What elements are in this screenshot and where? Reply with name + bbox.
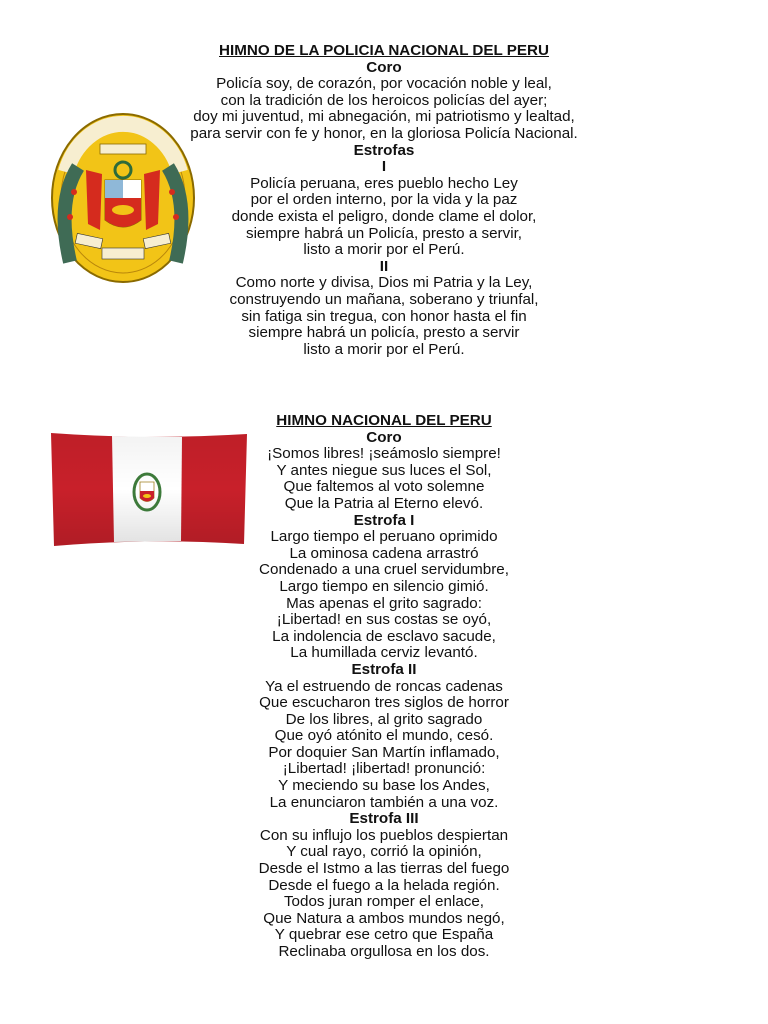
anthem-estrofa-line: Y cual rayo, corrió la opinión, [286, 843, 482, 861]
anthem-estrofa-line: Largo tiempo en silencio gimió. [279, 577, 489, 595]
anthem-estrofa-line: ¡Libertad! ¡libertad! pronunció: [282, 760, 486, 778]
anthem-estrofa-line: Largo tiempo el peruano oprimido [270, 528, 498, 546]
police-estrofa-line: por el orden interno, por la vida y la paz [250, 191, 518, 209]
anthem-estrofa-line: Desde el Istmo a las tierras del fuego [258, 860, 510, 878]
anthem-estrofa-line: Que Natura a ambos mundos negó, [263, 909, 505, 927]
anthem-estrofa-line: Con su influjo los pueblos despiertan [259, 826, 509, 844]
anthem-estrofa-line: De los libres, al grito sagrado [285, 710, 483, 728]
anthem-estrofa-line: ¡Libertad! en sus costas se oyó, [276, 611, 492, 629]
anthem-estrofa-line: Condenado a una cruel servidumbre, [259, 561, 509, 579]
police-estrofa-line: siempre habrá un Policía, presto a servir, [245, 224, 523, 242]
anthem-coro-line: Que la Patria al Eterno elevó. [284, 494, 484, 512]
police-estrofas-heading: Estrofas [353, 141, 415, 159]
anthem-estrofa-line: Que oyó atónito el mundo, cesó. [274, 727, 494, 745]
anthem-estrofa-heading: Estrofa III [349, 810, 419, 828]
police-estrofa-line: Como norte y divisa, Dios mi Patria y la Ley, [235, 274, 533, 292]
anthem-estrofa-line: Todos juran romper el enlace, [283, 893, 485, 911]
national-anthem-section [0, 413, 768, 961]
anthem-estrofa-line: Mas apenas el grito sagrado: [286, 594, 482, 612]
police-coro-line: doy mi juventud, mi abnegación, mi patriotismo y lealtad, [193, 108, 575, 126]
police-estrofa-line: construyendo un mañana, soberano y triunfal, [229, 290, 539, 308]
police-estrofa-line: listo a morir por el Perú. [303, 340, 465, 358]
anthem-estrofa-line: Por doquier San Martín inflamado, [268, 743, 500, 761]
anthem-estrofa-line: La ominosa cadena arrastró [289, 544, 479, 562]
police-estrofa-line: sin fatiga sin tregua, con honor hasta el fin [241, 307, 527, 325]
police-estrofa-line: siempre habrá un policía, presto a servir [248, 324, 520, 342]
anthem-coro-line: ¡Somos libres! ¡seámoslo siempre! [267, 445, 501, 463]
police-estrofa-line: Policía peruana, eres pueblo hecho Ley [250, 174, 518, 192]
police-coro-line: Policía soy, de corazón, por vocación noble y leal, [216, 75, 552, 93]
anthem-estrofa-line: Y meciendo su base los Andes, [278, 777, 490, 795]
police-coro-line: para servir con fe y honor, en la gloriosa Policía Nacional. [190, 124, 578, 142]
anthem-estrofa-line: La humillada cerviz levantó. [290, 644, 478, 662]
police-coro-line: con la tradición de los heroicos policías del ayer; [220, 91, 548, 109]
anthem-estrofa-line: La indolencia de esclavo sacude, [272, 627, 496, 645]
anthem-title: HIMNO NACIONAL DEL PERU [276, 412, 492, 429]
police-estrofa-numeral: I [381, 158, 387, 176]
police-estrofa-line: listo a morir por el Perú. [303, 241, 465, 259]
anthem-estrofa-heading: Estrofa I [353, 511, 415, 529]
anthem-estrofa-line: Desde el fuego a la helada región. [268, 876, 500, 894]
police-estrofa-numeral: II [379, 257, 389, 275]
anthem-estrofa-line: Y quebrar ese cetro que España [274, 926, 494, 944]
police-hymn-section [0, 43, 768, 358]
anthem-estrofa-heading: Estrofa II [351, 660, 417, 678]
police-coro-heading: Coro [366, 58, 402, 76]
anthem-estrofa-line: Que escucharon tres siglos de horror [259, 694, 509, 712]
anthem-estrofa-line: Reclinaba orgullosa en los dos. [278, 943, 490, 960]
police-hymn-title: HIMNO DE LA POLICIA NACIONAL DEL PERU [219, 42, 549, 59]
police-estrofa-line: donde exista el peligro, donde clame el dolor, [231, 207, 537, 225]
anthem-estrofa-line: Ya el estruendo de roncas cadenas [265, 677, 503, 695]
anthem-estrofa-line: La enunciaron también a una voz. [269, 793, 499, 811]
anthem-coro-line: Y antes niegue sus luces el Sol, [276, 461, 492, 479]
anthem-coro-heading: Coro [366, 428, 402, 446]
anthem-coro-line: Que faltemos al voto solemne [283, 478, 485, 496]
